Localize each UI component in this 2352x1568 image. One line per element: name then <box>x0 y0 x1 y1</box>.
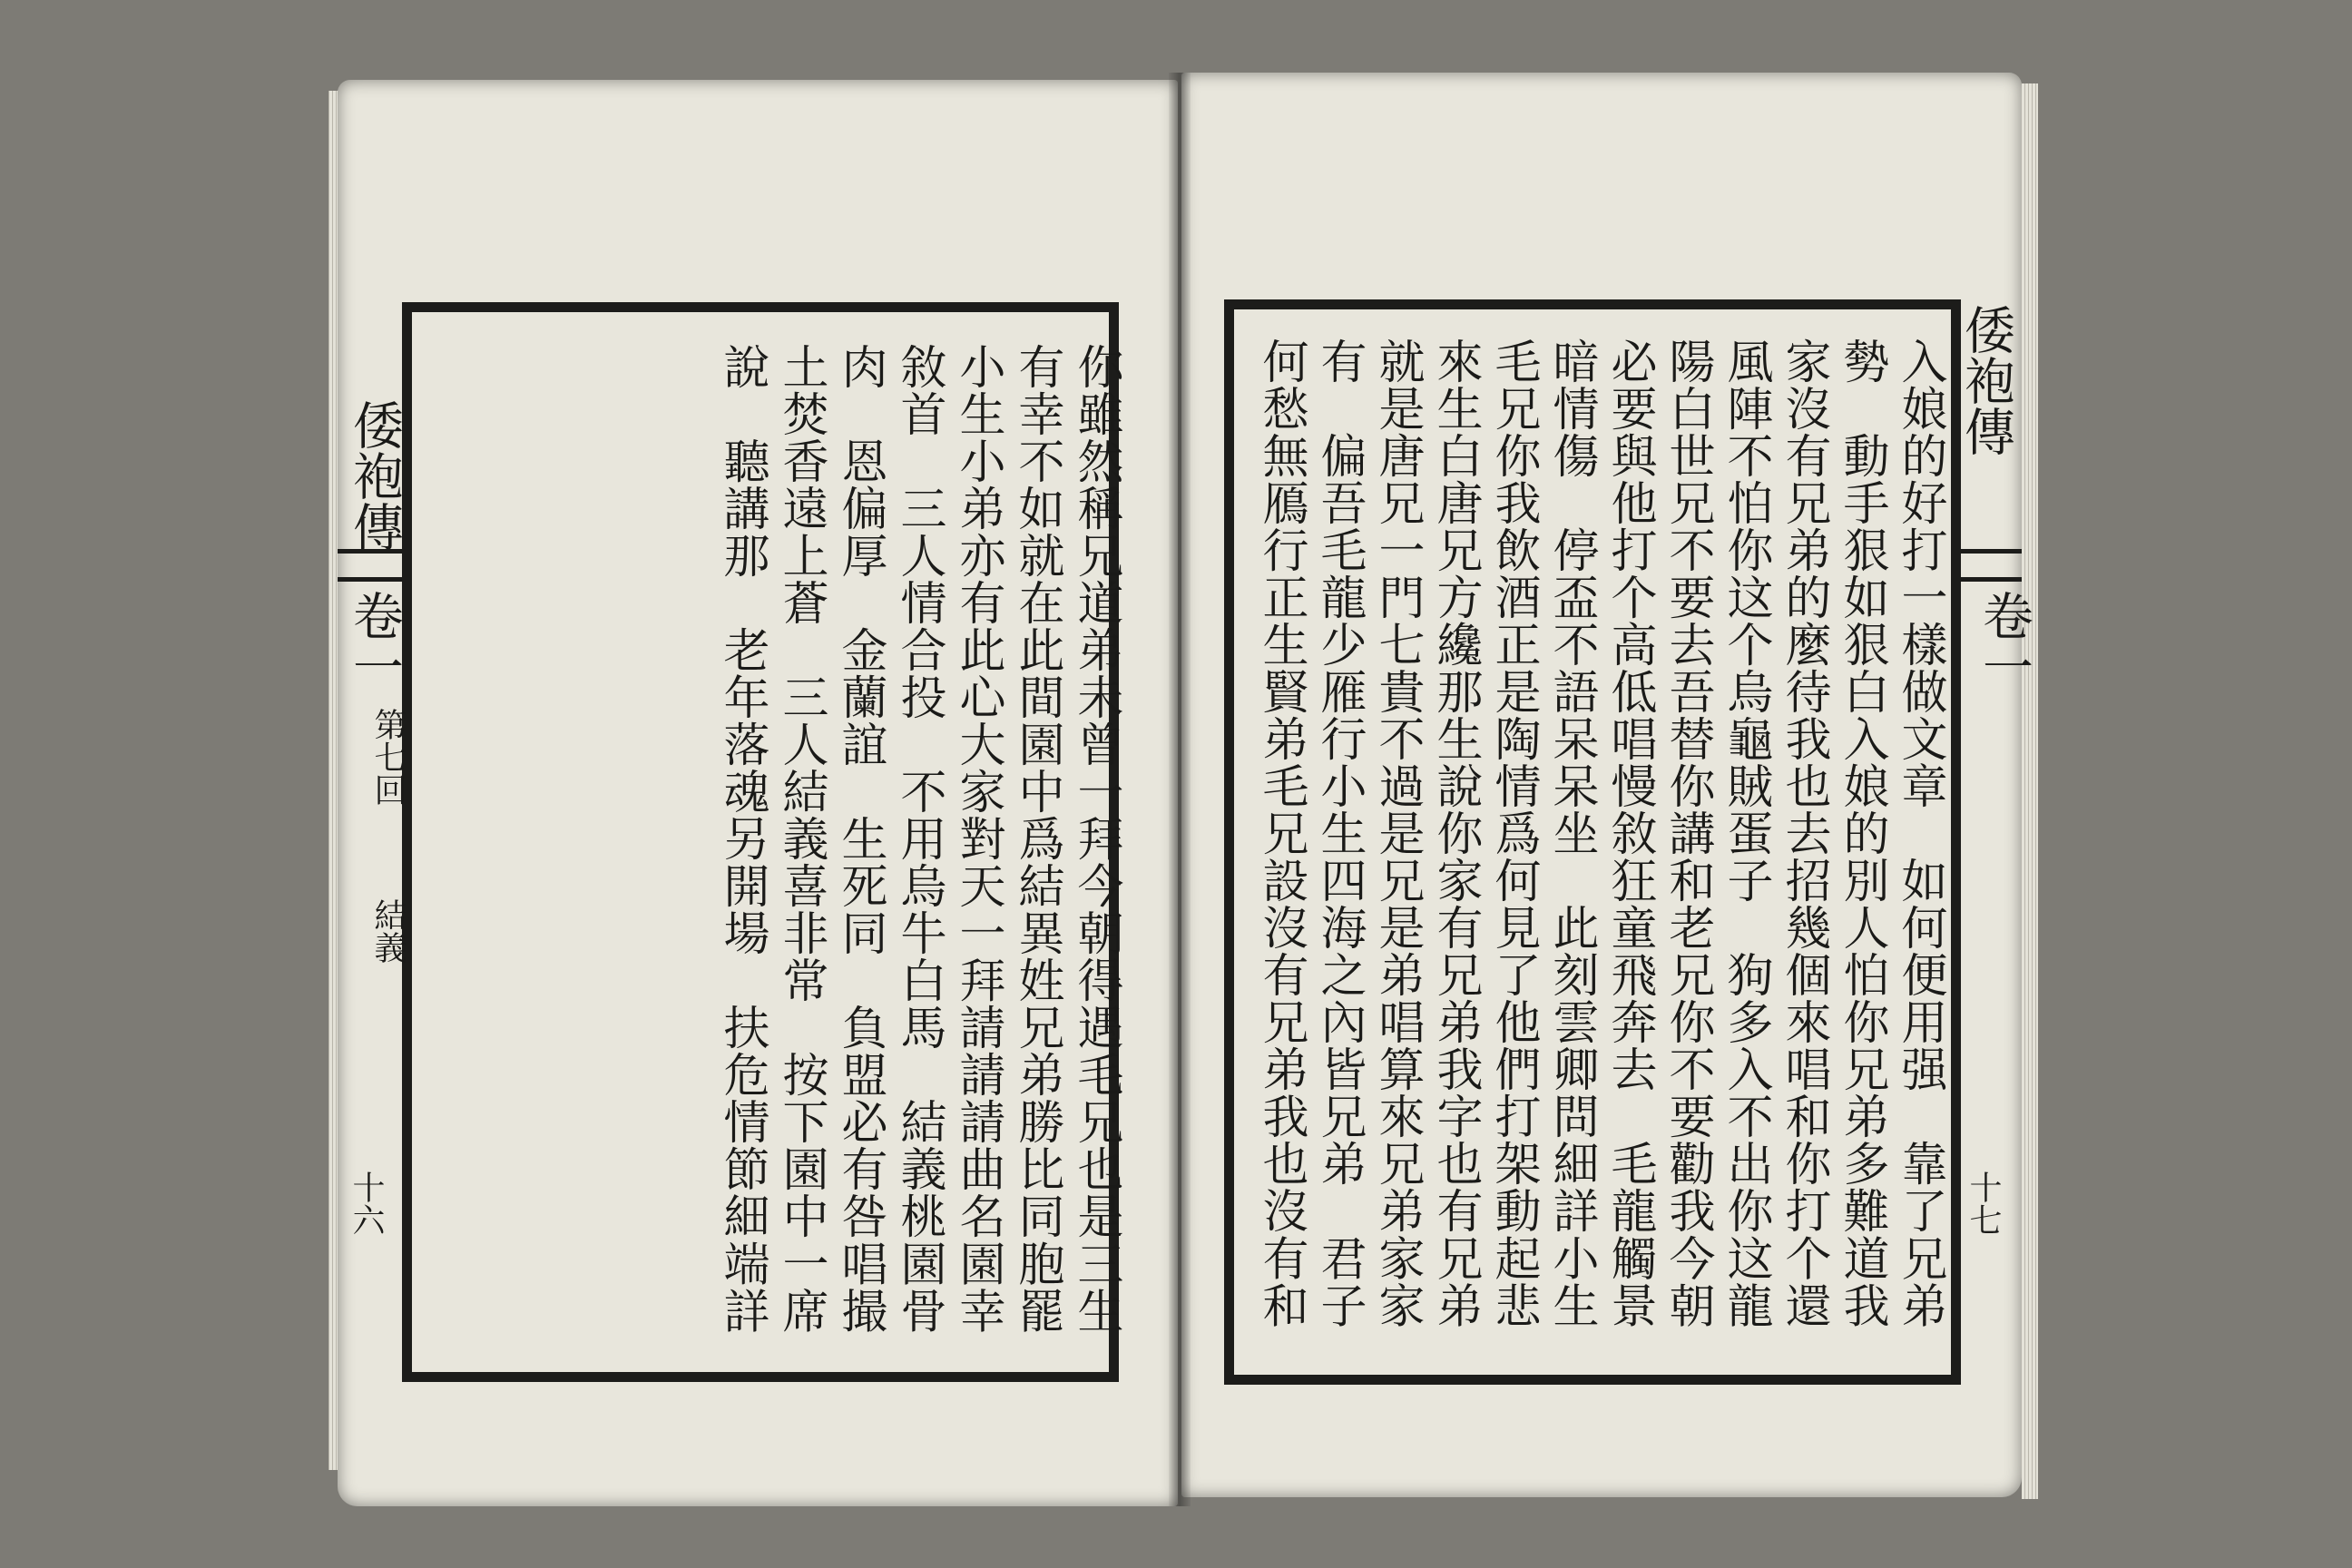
left-line-1: 你雖然稱兄道弟未曾一拜今朝得遇毛兄也是三生 <box>1069 343 1122 1335</box>
left-line-7: 說 聽講那 老年落魂另開場 扶危情節細端詳 <box>715 343 769 1335</box>
binding-gutter <box>1169 73 1191 1506</box>
right-margin-book-title: 倭袍傳 <box>1956 304 2015 456</box>
left-line-3: 小生小弟亦有此心大家對天一拜請請請曲名園幸 <box>951 343 1004 1335</box>
right-line-9: 來生白唐兄方纔那生說你家有兄弟我字也有兄弟 <box>1428 338 1482 1329</box>
left-margin-chapter-title: 結義 <box>369 898 407 964</box>
left-line-6: 土焚香遠上蒼 三人結義喜非常 按下園中一席 <box>774 343 828 1335</box>
right-line-4: 風陣不怕你这个烏龜賊蛋子 狗多入不出你这龍 <box>1719 338 1772 1329</box>
right-margin-folio: 十七 <box>1965 1171 2002 1236</box>
left-line-4: 敘首 三人情合投 不用烏牛白馬 結義桃園骨 <box>892 343 946 1335</box>
right-line-5: 陽白世兄不要去吾替你講和老兄你不要勸我今朝 <box>1661 338 1714 1329</box>
right-line-3: 家沒有兄弟的麼待我也去招幾個來唱和你打个還 <box>1777 338 1830 1329</box>
right-margin-volume: 卷一 <box>1975 590 2034 691</box>
page-edges-right <box>2022 83 2038 1499</box>
right-line-1: 入娘的好打一樣做文章 如何便用强 靠了兄弟 <box>1893 338 1946 1329</box>
left-margin-folio: 十六 <box>348 1171 385 1236</box>
right-fish-tail <box>1951 549 2022 582</box>
right-line-2: 勢 動手狠如狠白入娘的別人怕你兄弟多難道我 <box>1835 338 1888 1329</box>
left-margin-chapter: 第七回 <box>369 708 407 806</box>
left-line-5: 肉 恩偏厚 金蘭誼 生死同 負盟必有咎唱撮 <box>833 343 887 1335</box>
left-margin-book-title: 倭袍傳 <box>345 399 404 552</box>
left-margin-volume: 卷一 <box>345 590 404 691</box>
right-line-7: 暗情傷 停盃不語呆呆坐 此刻雲卿問細詳小生 <box>1544 338 1598 1329</box>
left-line-2: 有幸不如就在此間園中爲結異姓兄弟勝比同胞罷 <box>1010 343 1063 1335</box>
right-line-12: 何愁無鴈行正生賢弟毛兄設沒有兄弟我也沒有和 <box>1254 338 1308 1329</box>
right-line-8: 毛兄你我飲酒正是陶情爲何見了他們打架動起悲 <box>1486 338 1540 1329</box>
right-line-11: 有 偏吾毛龍少雁行小生四海之內皆兄弟 君子 <box>1312 338 1366 1329</box>
right-line-10: 就是唐兄一門七貴不過是兄是弟唱算來兄弟家家 <box>1370 338 1424 1329</box>
left-fish-tail <box>338 549 408 582</box>
right-line-6: 必要與他打个高低唱慢敘狂童飛奔去 毛龍觸景 <box>1602 338 1656 1329</box>
